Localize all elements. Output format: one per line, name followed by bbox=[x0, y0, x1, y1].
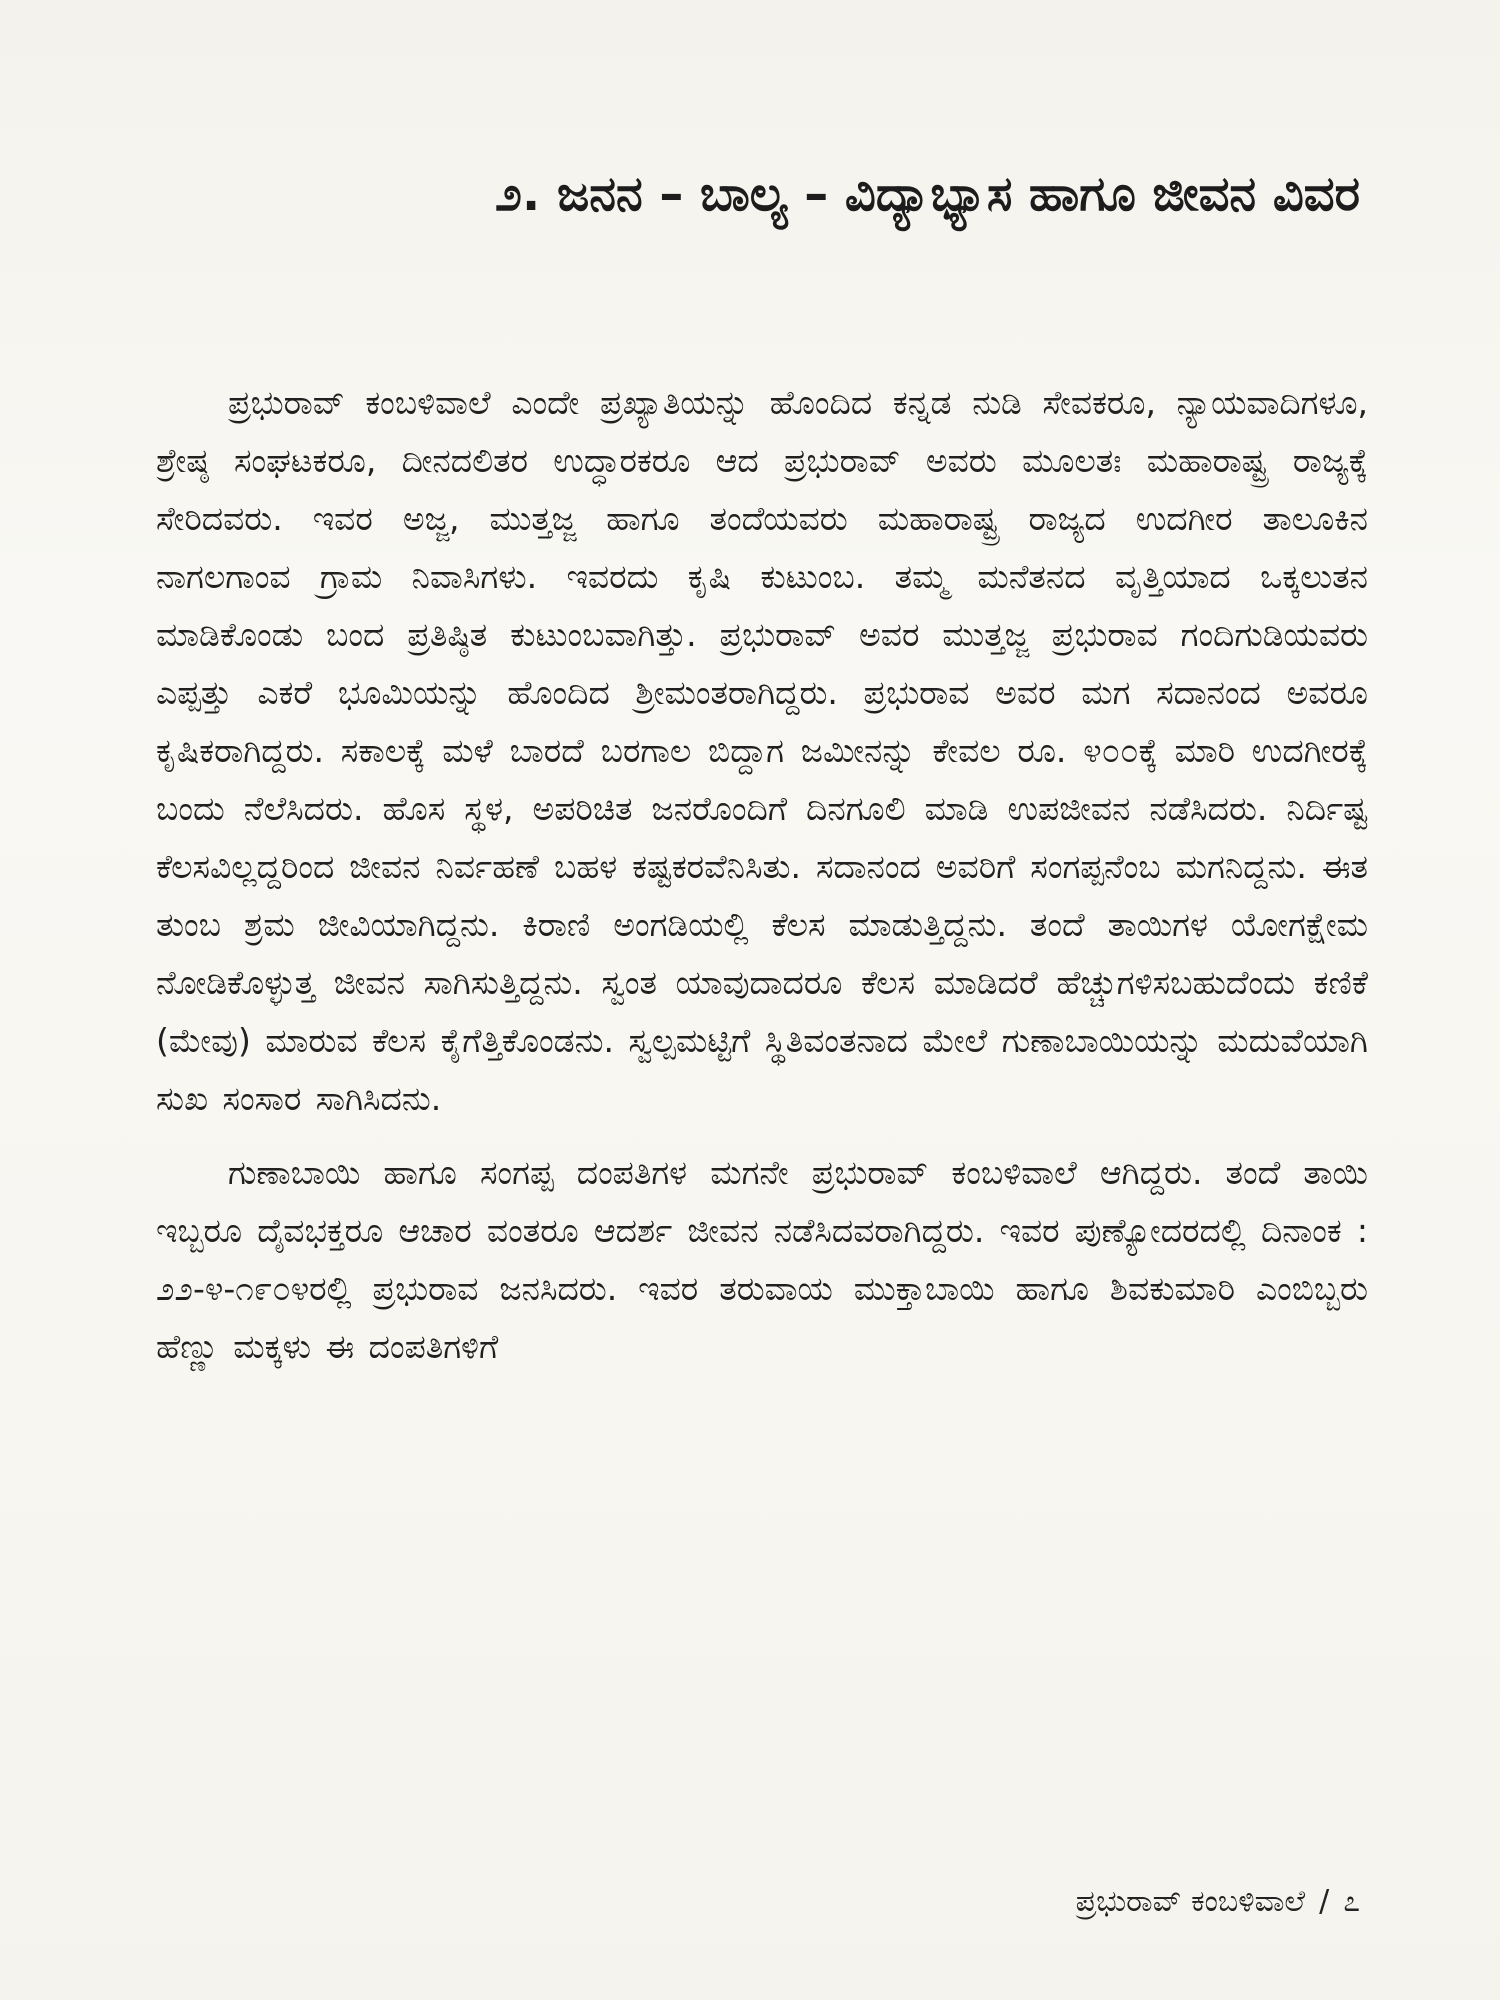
page-footer bbox=[1076, 1884, 1360, 1919]
paragraph: ಪ್ರಭುರಾವ್ ಕಂಬಳಿವಾಲೆ ಎಂದೇ ಪ್ರಖ್ಯಾತಿಯನ್ನು ಹೊಂದಿದ ಕನ್ನಡ ನುಡಿ ಸೇವಕರೂ, ನ್ಯಾಯವಾದಿಗಳೂ, ಶ್ರೇಷ್ಠ ಸಂಘಟಕರೂ, ದೀನದಲಿತರ ಉದ್ಧಾರಕರೂ ಆದ ಪ್ರಭುರಾವ್ ಅವರು ಮೂಲತಃ ಮಹಾರಾಷ್ಟ್ರ ರಾಜ್ಯಕ್ಕೆ ಸೇರಿದವರು. ಇವರ ಅಜ್ಜ, ಮುತ್ತಜ್ಜ ಹಾಗೂ ತಂದೆಯವರು ಮಹಾರಾಷ್ಟ್ರ ರಾಜ್ಯದ ಉದಗೀರ ತಾಲೂಕಿನ ನಾಗಲಗಾಂವ ಗ್ರಾಮ ನಿವಾಸಿಗಳು. ಇವರದು ಕೃಷಿ ಕುಟುಂಬ. ತಮ್ಮ ಮನೆತನದ ವೃತ್ತಿಯಾದ ಒಕ್ಕಲುತನ ಮಾಡಿಕೊಂಡು ಬಂದ ಪ್ರತಿಷ್ಠಿತ ಕುಟುಂಬವಾಗಿತ್ತು. ಪ್ರಭುರಾವ್ ಅವರ ಮುತ್ತಜ್ಜ ಪ್ರಭುರಾವ ಗಂದಿಗುಡಿಯವರು ಎಪ್ಪತ್ತು ಎಕರೆ ಭೂಮಿಯನ್ನು ಹೊಂದಿದ ಶ್ರೀಮಂತರಾಗಿದ್ದರು. ಪ್ರಭುರಾವ ಅವರ ಮಗ ಸದಾನಂದ ಅವರೂ ಕೃಷಿಕರಾಗಿದ್ದರು. ಸಕಾಲಕ್ಕೆ ಮಳೆ ಬಾರದೆ ಬರಗಾಲ ಬಿದ್ದಾಗ ಜಮೀನನ್ನು ಕೇವಲ ರೂ. ೪೦೦ಕ್ಕೆ ಮಾರಿ ಉದಗೀರಕ್ಕೆ ಬಂದು ನೆಲೆಸಿದರು. ಹೊಸ ಸ್ಥಳ, ಅಪರಿಚಿತ ಜನರೊಂದಿಗೆ ದಿನಗೂಲಿ ಮಾಡಿ ಉಪಜೀವನ ನಡೆಸಿದರು. ನಿರ್ದಿಷ್ಟ ಕೆಲಸವಿಲ್ಲದ್ದರಿಂದ ಜೀವನ ನಿರ್ವಹಣೆ ಬಹಳ ಕಷ್ಟಕರವೆನಿಸಿತು. ಸದಾನಂದ ಅವರಿಗೆ ಸಂಗಪ್ಪನೆಂಬ ಮಗನಿದ್ದನು. ಈತ ತುಂಬ ಶ್ರಮ ಜೀವಿಯಾಗಿದ್ದನು. ಕಿರಾಣಿ ಅಂಗಡಿಯಲ್ಲಿ ಕೆಲಸ ಮಾಡುತ್ತಿದ್ದನು. ತಂದೆ ತಾಯಿಗಳ ಯೋಗಕ್ಷೇಮ ನೋಡಿಕೊಳ್ಳುತ್ತ ಜೀವನ ಸಾಗಿಸುತ್ತಿದ್ದನು. ಸ್ವಂತ ಯಾವುದಾದರೂ ಕೆಲಸ ಮಾಡಿದರೆ ಹೆಚ್ಚುಗಳಿಸಬಹುದೆಂದು ಕಣಿಕೆ (ಮೇವು) ಮಾರುವ ಕೆಲಸ ಕೈಗೆತ್ತಿಕೊಂಡನು. ಸ್ವಲ್ಪಮಟ್ಟಿಗೆ ಸ್ಥಿತಿವಂತನಾದ ಮೇಲೆ ಗುಣಾಬಾಯಿಯನ್ನು ಮದುವೆಯಾಗಿ ಸುಖ ಸಂಸಾರ ಸಾಗಿಸಿದನು. bbox=[156, 383, 1368, 1118]
page-number: ೭ bbox=[1343, 1884, 1360, 1919]
paragraph: ಗುಣಾಬಾಯಿ ಹಾಗೂ ಸಂಗಪ್ಪ ದಂಪತಿಗಳ ಮಗನೇ ಪ್ರಭುರಾವ್ ಕಂಬಳಿವಾಲೆ ಆಗಿದ್ದರು. ತಂದೆ ತಾಯಿ ಇಬ್ಬರೂ ದೈವಭಕ್ತರೂ ಆಚಾರ ವಂತರೂ ಆದರ್ಶ ಜೀವನ ನಡೆಸಿದವರಾಗಿದ್ದರು. ಇವರ ಪುಣ್ಯೋದರದಲ್ಲಿ ದಿನಾಂಕ : ೨೨-೪-೧೯೦೪ರಲ್ಲಿ ಪ್ರಭುರಾವ ಜನಸಿದರು. ಇವರ ತರುವಾಯ ಮುಕ್ತಾಬಾಯಿ ಹಾಗೂ ಶಿವಕುಮಾರಿ ಎಂಬಿಬ್ಬರು ಹೆಣ್ಣು ಮಕ್ಕಳು ಈ ದಂಪತಿಗಳಿಗೆ bbox=[156, 1153, 1368, 1366]
footer-separator: / bbox=[1319, 1884, 1330, 1919]
body-text bbox=[156, 374, 1368, 1376]
footer-book-title: ಪ್ರಭುರಾವ್ ಕಂಬಳಿವಾಲೆ bbox=[1075, 1884, 1306, 1919]
chapter-title: ೨. ಜನನ – ಬಾಲ್ಯ – ವಿದ್ಯಾಭ್ಯಾಸ ಹಾಗೂ ಜೀವನ ವಿವರ bbox=[495, 166, 1360, 222]
